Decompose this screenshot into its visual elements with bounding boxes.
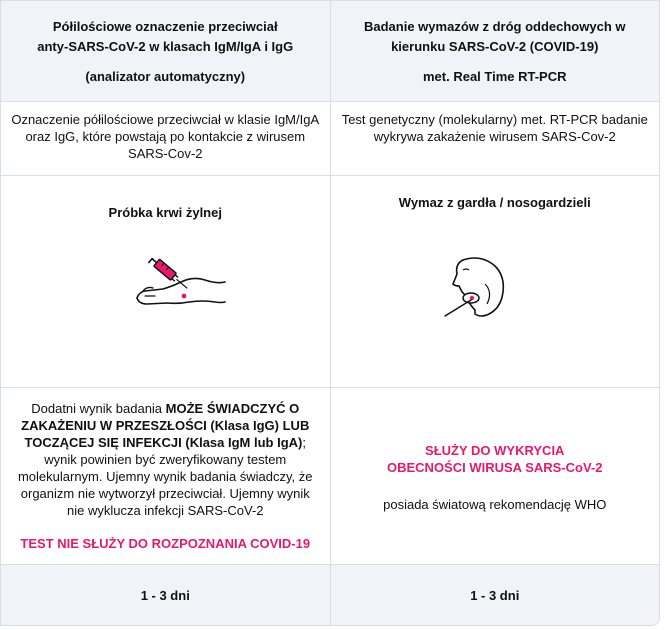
pcr-info-cell: [330, 388, 660, 564]
antibody-title-line2: anty-SARS-CoV-2 w klasach IgM/IgA i IgG: [37, 39, 294, 54]
header-row: [1, 1, 659, 102]
pcr-description: Test genetyczny (molekularny) met. RT-PCR badanie wykrywa zakażenie wirusem SARS-Cov-2: [330, 102, 660, 175]
antibody-sample-label: Próbka krwi żylnej: [108, 205, 222, 220]
info-row: [1, 388, 659, 565]
pcr-title-line1: Badanie wymazów z dróg oddechowych w: [364, 19, 626, 34]
throat-swab-icon: [441, 254, 511, 334]
pcr-duration: 1 - 3 dni: [330, 565, 660, 626]
duration-row: [1, 565, 659, 626]
pcr-subtitle: met. Real Time RT-PCR: [422, 69, 567, 84]
pcr-sample-label: Wymaz z gardła / nosogardzieli: [398, 195, 591, 210]
antibody-info-intro: Dodatni wynik badania: [31, 401, 166, 416]
header-cell-antibody: [1, 1, 330, 101]
syringe-arm-icon: [133, 258, 229, 314]
pcr-info-highlight: SŁUŻY DO WYKRYCIA OBECNOŚCI WIRUSA SARS-CoV-2: [387, 443, 603, 475]
antibody-duration: 1 - 3 dni: [140, 588, 190, 603]
antibody-sample-cell: [1, 176, 330, 387]
header-cell-pcr: [330, 1, 660, 101]
antibody-info-highlight: TEST NIE SŁUŻY DO ROZPOZNANIA COVID-19: [20, 536, 311, 551]
pcr-title-line2: kierunku SARS-CoV-2 (COVID-19): [391, 39, 599, 54]
antibody-title-line1: Półilościowe oznaczenie przeciwciał: [52, 19, 278, 34]
description-row: [1, 102, 659, 176]
antibody-info-bold: MOŻE ŚWIADCZYĆ O ZAKAŻENIU W PRZESZŁOŚCI (Klasa IgG) LUB TOCZĄCEJ SIĘ INFEKCJI (Klasa IgM lub IgA): [21, 401, 310, 450]
pcr-info-note: posiada światową rekomendację WHO: [383, 497, 607, 512]
antibody-info-rest: ; wynik powinien być zweryfikowany testem molekularnym. Ujemny wynik badania świadczy, że organizm nie wytworzył przeciwciał. Ujemny wynik nie wyklucza infekcji SARS-CoV-2: [17, 435, 313, 518]
antibody-info-text: [15, 400, 316, 519]
pcr-sample-cell: [330, 176, 660, 387]
antibody-description: Oznaczenie półilościowe przeciwciał w klasie IgM/IgA oraz IgG, które powstają po kontakcie z wirusem SARS-Cov-2: [11, 112, 320, 161]
antibody-info-cell: [1, 388, 330, 564]
sample-row: [1, 176, 659, 388]
antibody-subtitle: (analizator automatyczny): [85, 69, 246, 84]
